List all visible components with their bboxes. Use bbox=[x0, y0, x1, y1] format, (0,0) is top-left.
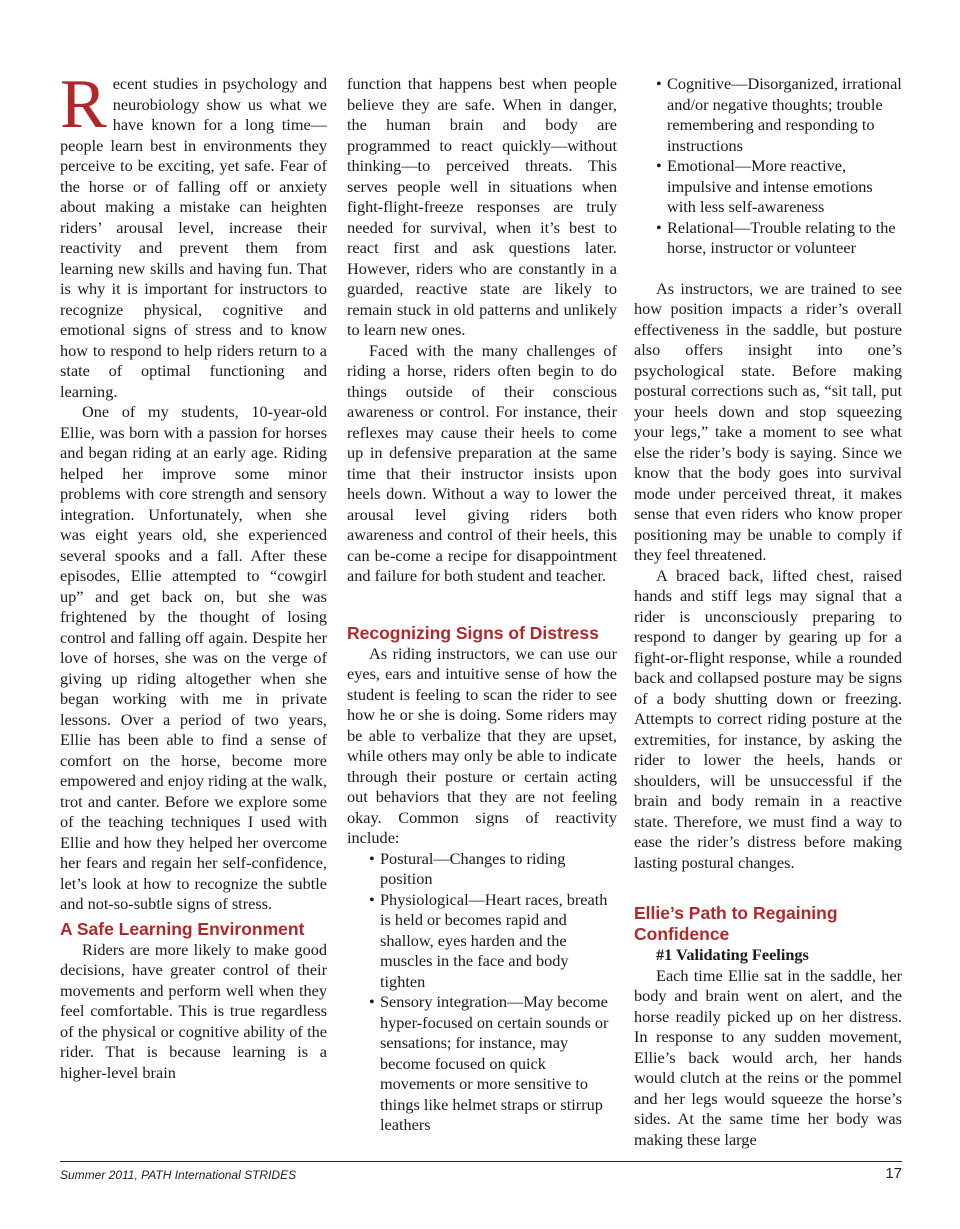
section-heading-ellies-path: Ellie’s Path to Regaining Confidence bbox=[634, 903, 838, 944]
list-item: • Emotional—More reactive, impulsive and intense emotions with less self-awareness bbox=[656, 156, 873, 216]
body-paragraph: A braced back, lifted chest, raised hands and stiff legs may signal that a rider is unconsciously preparing to respond to danger by gearing up for a fight-or-flight response, while a rounded back and collapsed posture may be signs of a body shutting down or freezing. Attempts to correct riding posture at the extremities, for instance, by asking the rider to lower the heels, hands or shoulders, will be unsuccessful if the brain and body remain in a reactive state. Therefore, we must find a way to ease the rider’s distress before making lasting postural changes. bbox=[634, 565, 902, 872]
body-paragraph: Each time Ellie sat in the saddle, her body and brain went on alert, and the horse readily picked up on her distress. In response to any sudden movement, Ellie’s back would arch, her hands would clutch at the reins or the pommel and her legs would squeeze the horse’s sides. At the same time her body was making these large bbox=[634, 965, 902, 1149]
column-2 bbox=[347, 74, 617, 1136]
bullet-icon: • bbox=[369, 848, 375, 868]
intro-paragraph: Recent studies in psychology and neurobiology show us what we have known for a long time—people learn best in environments they perceive to be exciting, yet safe. Fear of the horse or of falling off or anxiety about making a mistake can heighten riders’ arousal level, increase their reactivity and prevent them from learning new skills and having fun. That is why it is important for instructors to recognize physical, cognitive and emotional signs of stress and to know how to respond to help riders return to a state of optimal functioning and learning. bbox=[60, 66, 327, 401]
column-1 bbox=[60, 66, 327, 1083]
section-heading-safe-learning: A Safe Learning Environment bbox=[60, 918, 305, 939]
body-paragraph: Riders are more likely to make good decisions, have greater control of their movements and perform well when they feel comfortable. This is true regardless of the physical or cognitive ability of the rider. That is because learning is a higher-level brain bbox=[60, 939, 327, 1082]
list-item: • Physiological—Heart races, breath is held or becomes rapid and shallow, eyes harden and the muscles in the face and body tighten bbox=[369, 889, 608, 991]
body-paragraph: function that happens best when people believe they are safe. When in danger, the human brain and body are programmed to react quickly—without thinking—to perceived threats. This serves people well in situations when fight-flight-freeze responses are truly needed for survival, when it’s best to react first and ask questions later. However, riders who are constantly in a guarded, reactive state are likely to remain stuck in old patterns and unlikely to learn new ones. bbox=[347, 74, 617, 339]
list-item: • Sensory integration—May become hyper-focused on certain sounds or sensations; for instance, may become focused on quick movements or more sensitive to things like helmet straps or stirrup leathers bbox=[369, 992, 609, 1134]
page-number: 17 bbox=[885, 1165, 902, 1182]
list-item: • Postural—Changes to riding position bbox=[369, 848, 566, 888]
bullet-icon: • bbox=[369, 889, 375, 909]
column-3 bbox=[634, 74, 902, 1150]
reactivity-signs-list-continued bbox=[634, 74, 902, 259]
list-item: • Relational—Trouble relating to the horse, instructor or volunteer bbox=[656, 217, 896, 257]
drop-cap: R bbox=[60, 66, 107, 143]
list-item: • Cognitive—Disorganized, irrational and/or negative thoughts; trouble remembering and responding to instructions bbox=[656, 74, 902, 155]
reactivity-signs-list bbox=[347, 849, 617, 1136]
body-paragraph: Faced with the many challenges of riding a horse, riders often begin to do things outside of their conscious awareness or control. For instance, their reflexes may cause their heels to come up in defensive preparation at the same time that their instructor insists upon heels down. Without a way to lower the arousal level giving riders both awareness and control of their heels, this can be-come a recipe for disappointment and failure for both student and teacher. bbox=[347, 340, 617, 585]
footer-divider bbox=[60, 1161, 902, 1162]
bullet-icon: • bbox=[656, 156, 662, 175]
bullet-icon: • bbox=[656, 74, 662, 93]
body-paragraph: As riding instructors, we can use our eyes, ears and intuitive sense of how the student is feeling to scan the rider to see how he or she is doing. Some riders may be able to verbalize that they are upset, while others may only be able to indicate through their posture or certain acting out behaviors that they are not feeling okay. Common signs of reactivity include: bbox=[347, 643, 617, 847]
body-paragraph: One of my students, 10-year-old Ellie, was born with a passion for horses and began riding at an early age. Riding helped her improve some minor problems with core strength and sensory integration. Unfortunately, when she was eight years old, she experienced several spooks and a fall. After these episodes, Ellie attempted to “cowgirl up” and get back on, but she was frightened by the thought of losing control and falling off again. Despite her love of horses, she was on the verge of giving up riding altogether when she began working with me in private lessons. Over a period of two years, Ellie has been able to find a sense of comfort on the horse, become more empowered and enjoy riding at the walk, trot and canter. Before we explore some of the teaching techniques I used with Ellie and how they helped her overcome her fears and regain her self-confidence, let’s look at how to recognize the subtle and not-so-subtle signs of stress. bbox=[60, 402, 327, 913]
bullet-icon: • bbox=[656, 217, 662, 237]
footer-publication: Summer 2011, PATH International STRIDES bbox=[60, 1168, 297, 1182]
section-heading-signs-of-distress: Recognizing Signs of Distress bbox=[347, 622, 599, 643]
bullet-icon: • bbox=[369, 992, 375, 1011]
subheading-validating-feelings: #1 Validating Feelings bbox=[656, 945, 809, 964]
body-paragraph: As instructors, we are trained to see how position impacts a rider’s overall effectiveness in the saddle, but posture also offers insight into one’s psychological state. Before making postural corrections such as, “sit tall, put your heels down and stop squeezing your legs,” take a moment to see what else the rider’s body is saying. Since we know that the body goes into survival mode under perceived threat, it makes sense that even riders who know proper positioning may be unable to comply if they feel threatened. bbox=[634, 278, 902, 564]
